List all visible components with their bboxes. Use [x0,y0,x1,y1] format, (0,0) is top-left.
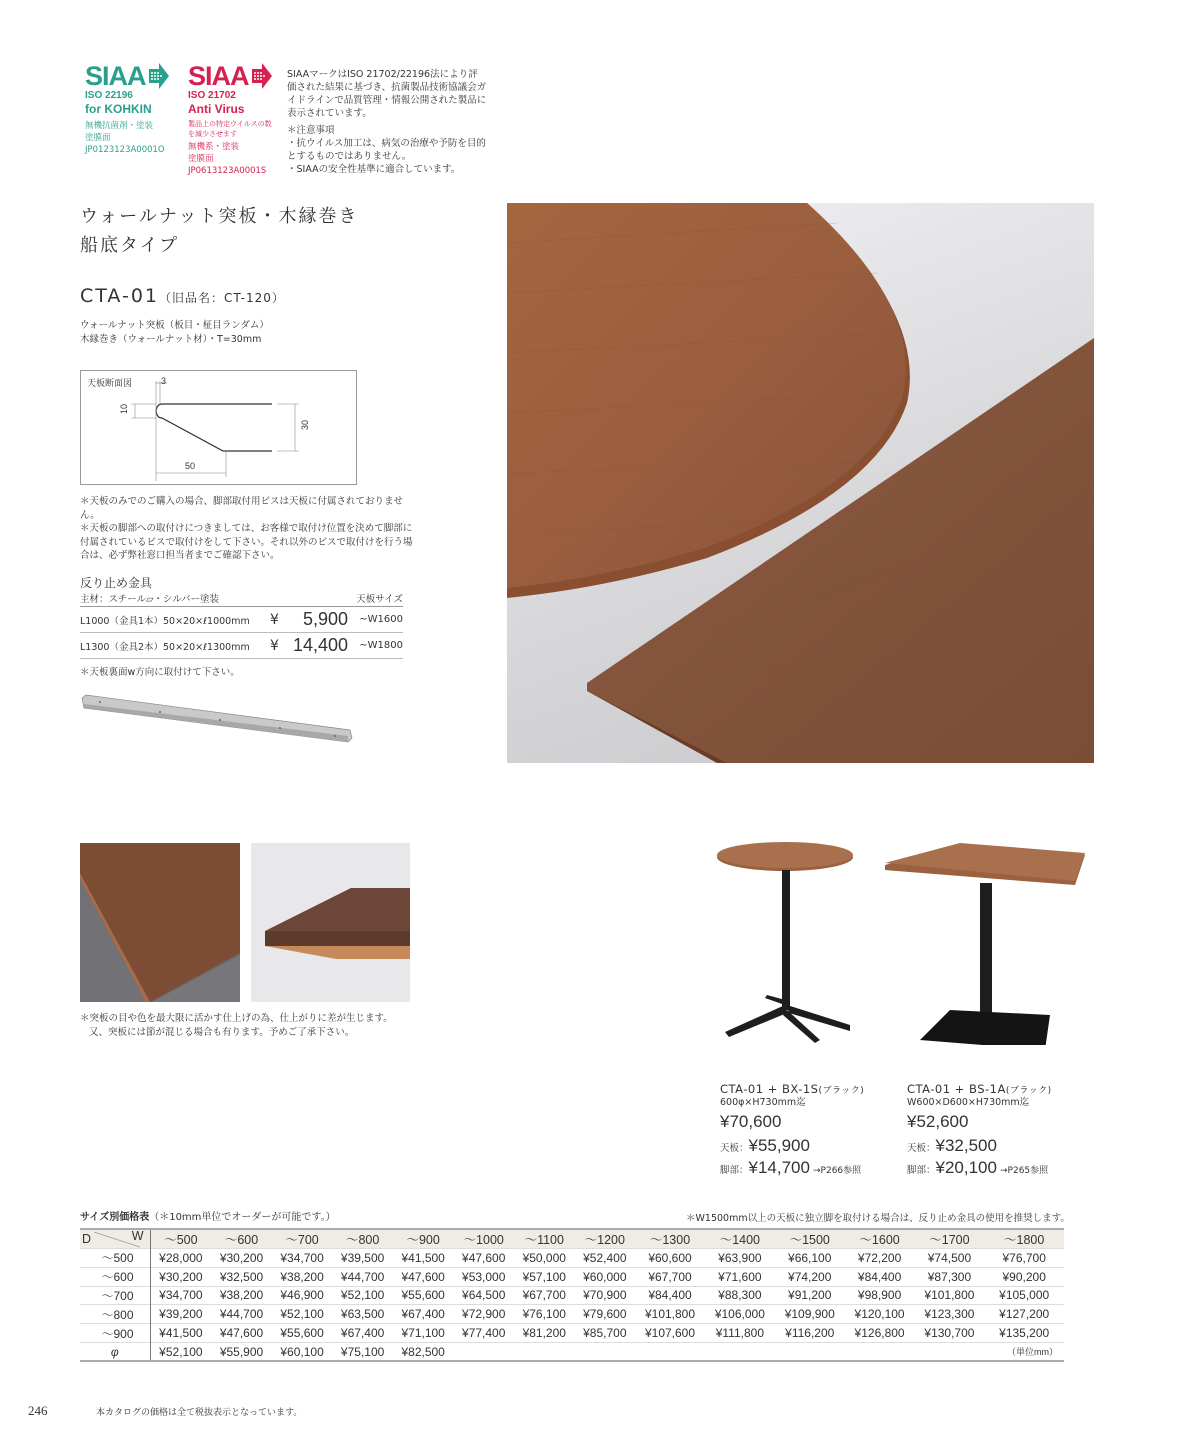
price-cell: ¥50,000 [522,1250,566,1265]
dim-10: 10 [119,403,130,415]
siaa-desc-text: SIAAマークはISO 21702/22196法により評価された結果に基づき、抗菌製品技術協議会ガイドラインで品質管理・情報公開された製品に表示されています。 [287,69,487,119]
price-cell: ¥127,200 [999,1307,1050,1322]
price-cell [845,1342,915,1361]
table-right-note: ＊W1500mm以上の天板に独立脚を取付ける場合は、反り止め金具の使用を推奨します。 [686,1213,1070,1224]
bracket-price: 14,400 [292,635,348,655]
siaa-mark-text: SIAA [188,61,249,91]
table-row [80,1249,1064,1268]
price-cell: ¥57,100 [522,1269,566,1284]
corner-d: D [82,1232,92,1246]
siaa-line: 無機系・塗装 [188,142,240,152]
diagram-label: 天板断面図 [87,379,133,389]
siaa-iso: ISO 21702 [188,90,236,101]
price-cell: ¥55,900 [219,1344,264,1359]
bracket-price: 5,900 [302,609,348,629]
set-color: (ブラック) [818,1086,865,1096]
leg-label: 脚部： [907,1165,936,1176]
page-number: 246 [28,1403,48,1418]
price-cell: ¥84,400 [857,1269,902,1284]
unit-label: （単位mm） [1007,1347,1058,1358]
price-cell: ¥66,100 [788,1250,832,1265]
column-header: ～1000 [463,1233,504,1247]
price-cell [635,1342,705,1361]
note-item: ＊突板の目や色を最大限に活かす仕上げの為、仕上がりに差が生じます。 [80,1013,393,1024]
top-label: 天板： [907,1143,936,1154]
siaa-reg-number: JP0613123A0001S [188,166,267,176]
price-cell: ¥76,700 [1002,1250,1046,1265]
price-cell: ¥75,100 [340,1344,385,1359]
siaa-line: 塗膜面 [188,154,214,164]
price-cell: ¥67,700 [522,1288,566,1303]
material-spec [80,319,269,347]
column-header: ～600 [224,1233,259,1247]
row-header: ～900 [80,1324,150,1343]
page-reference: →P265参照 [1000,1166,1049,1176]
set-dimensions: W600×D600×H730mm迄 [907,1097,1030,1108]
table-header-row [80,1229,1064,1249]
siaa-line: 無機抗菌剤・塗装 [85,121,154,131]
cross-section-diagram [80,370,357,485]
price-cell: ¥55,600 [401,1288,445,1303]
table-title-note: （＊10mm単位でオーダーが可能です。） [149,1212,336,1223]
price-cell [453,1342,514,1361]
price-cell: ¥70,900 [583,1288,627,1303]
column-header: ～700 [285,1233,319,1247]
top-price: ¥32,500 [935,1136,997,1155]
page-reference: →P266参照 [813,1166,862,1176]
price-cell: ¥107,600 [644,1326,696,1341]
price-cell: ¥47,600 [219,1326,264,1341]
square-table-bs1a-image [880,835,1090,1045]
price-cell: ¥77,400 [462,1326,506,1341]
price-cell: ¥60,100 [280,1344,324,1359]
column-header: ～1300 [649,1233,691,1247]
leg-price: ¥20,100 [935,1158,997,1177]
price-cell: ¥105,000 [999,1288,1050,1303]
siaa-line: 塗膜面 [85,133,111,143]
column-header: ～1600 [859,1233,900,1247]
corner-w: W [131,1229,144,1243]
model-number [80,285,285,307]
price-cell: ¥123,300 [924,1307,975,1322]
price-cell: ¥63,500 [340,1307,385,1322]
price-cell: ¥55,600 [280,1326,324,1341]
siaa-reg-number: JP0123123A0001O [85,145,165,155]
siaa-arrow-icon [250,63,272,89]
price-cell: ¥47,600 [401,1269,445,1284]
price-cell: ¥101,800 [924,1288,975,1303]
price-cell: ¥81,200 [522,1326,566,1341]
price-cell: ¥71,600 [718,1269,762,1284]
material-line: ウォールナット突板（板目・柾目ランダム） [80,320,269,331]
bracket-row [80,607,403,633]
price-cell: ¥52,100 [159,1344,203,1359]
price-cell: ¥85,700 [583,1326,627,1341]
set-total-price: ¥52,600 [907,1112,969,1131]
set-name: CTA-01 + BS-1A [907,1082,1006,1096]
price-cell: ¥64,500 [462,1288,506,1303]
siaa-description [287,68,487,176]
row-header: φ [80,1342,150,1361]
column-header: ～500 [164,1233,198,1247]
price-cell: ¥74,500 [927,1250,972,1265]
price-cell: ¥32,500 [219,1269,264,1284]
veneer-notes [80,1012,425,1039]
price-cell: ¥28,000 [159,1250,203,1265]
siaa-mark-text: SIAA [85,61,146,91]
table-row [80,1324,1064,1343]
price-cell: ¥82,500 [401,1344,445,1359]
round-table-bx1s-image [705,835,855,1045]
siaa-antibacterial-logo [85,62,185,156]
price-cell [575,1342,636,1361]
bracket-spec: L1000（金具1本）50×20×ℓ1000mm [80,615,250,627]
price-cell: ¥67,700 [648,1269,692,1284]
price-cell: ¥111,800 [715,1326,764,1341]
price-cell: ¥38,200 [219,1288,264,1303]
price-cell: ¥120,100 [854,1307,905,1322]
price-cell: ¥74,200 [788,1269,832,1284]
bracket-image [80,690,360,750]
table-row [80,1286,1064,1305]
price-cell [705,1342,775,1361]
price-cell: ¥52,400 [583,1250,627,1265]
price-cell: ¥98,900 [857,1288,902,1303]
bracket-spec: L1300（金具2本）50×20×ℓ1300mm [80,641,250,653]
top-label: 天板： [720,1143,749,1154]
price-cell: ¥84,400 [648,1288,692,1303]
price-cell: ¥72,200 [857,1250,902,1265]
table-row [80,1342,1064,1361]
set-bx1s [720,1082,900,1181]
column-header: ～1700 [929,1233,970,1247]
price-cell: ¥116,200 [785,1326,835,1341]
old-model-name: （旧品名：CT-120） [159,291,285,305]
title-line: ウォールナット突板・木縁巻き [80,206,359,227]
price-cell: ¥41,500 [401,1250,445,1265]
note-item: ＊天板の脚部への取付けにつきましては、お客様で取付け位置を決めて脚部に付属されているビスで取付けをして下さい。それ以外のビスで取付けを行う場合は、必ず弊社窓口担当者までご確認下さい。 [80,523,413,561]
price-cell: ¥34,700 [280,1250,324,1265]
yen-sign: ¥ [270,637,279,654]
price-cell: ¥30,200 [159,1269,203,1284]
set-bs1a [907,1082,1087,1181]
siaa-arrow-icon [147,63,169,89]
price-cell: ¥126,800 [854,1326,905,1341]
price-cell [915,1342,985,1361]
bracket-row [80,633,403,659]
siaa-desc: 製品上の特定ウイルスの数を減少させます [188,120,272,138]
price-cell: ¥71,100 [401,1326,445,1341]
siaa-antivirus-logo [188,62,288,177]
material-line: 木縁巻き（ウォールナット材）・T=30mm [80,334,262,345]
note-item: ＊天板のみでのご購入の場合、脚部取付用ビスは天板に付属されておりません。 [80,496,404,521]
price-cell: ¥41,500 [159,1326,203,1341]
siaa-iso: ISO 22196 [85,90,133,101]
price-table-title [80,1208,336,1223]
price-cell: ¥88,300 [718,1288,762,1303]
dim-50: 50 [185,461,196,471]
price-cell: ¥46,900 [280,1288,324,1303]
caution-item: ・抗ウイルス加工は、病気の治療や予防を目的とするものではありません。 [287,138,486,162]
price-cell: ¥90,200 [1002,1269,1046,1284]
hero-tabletop-photo [507,203,1094,763]
price-cell: ¥52,100 [340,1288,385,1303]
footer-note: 本カタログの価格は全て税抜表示となっています。 [96,1408,303,1418]
price-cell: ¥135,200 [999,1326,1050,1341]
price-cell: ¥67,400 [401,1307,445,1322]
set-name: CTA-01 + BX-1S [720,1082,819,1096]
price-cell: ¥60,600 [648,1250,692,1265]
price-cell: ¥44,700 [219,1307,264,1322]
row-header: ～500 [80,1249,150,1268]
caution-item: ・SIAAの安全性基準に適合しています。 [287,164,461,175]
price-cell: ¥87,300 [927,1269,972,1284]
price-cell: ¥109,900 [784,1307,835,1322]
price-cell [514,1342,575,1361]
bracket-table [80,591,403,659]
price-cell: ¥47,600 [462,1250,506,1265]
product-title [80,202,359,260]
set-dimensions: 600φ×H730mm迄 [720,1097,806,1108]
row-header: ～600 [80,1267,150,1286]
bracket-size-header: 天板サイズ [356,594,403,605]
price-cell: ¥39,200 [159,1307,203,1322]
siaa-sub: Anti Virus [188,102,245,116]
set-total-price: ¥70,600 [720,1112,782,1131]
price-cell: ¥38,200 [280,1269,324,1284]
set-color: (ブラック) [1005,1086,1052,1096]
price-cell: ¥63,900 [718,1250,762,1265]
table-row [80,1267,1064,1286]
price-cell: ¥52,100 [280,1307,324,1322]
price-cell: ¥106,000 [714,1307,765,1322]
top-price: ¥55,900 [748,1136,810,1155]
cross-section-drawing [81,371,358,486]
edge-detail-photo-2 [251,843,410,1002]
price-cell: ¥101,800 [644,1307,696,1322]
leg-label: 脚部： [720,1165,749,1176]
column-header: ～1500 [789,1233,830,1247]
siaa-sub: for KOHKIN [85,102,152,116]
price-cell: ¥130,700 [924,1326,975,1341]
table-title-text: サイズ別価格表 [80,1212,150,1223]
price-cell: ¥72,900 [462,1307,506,1322]
column-header: ～1200 [584,1233,625,1247]
column-header: ～800 [345,1233,380,1247]
caution-title: ＊注意事項 [287,125,335,136]
note-item: 又、突板には節が混じる場合も有ります。予めご了承下さい。 [89,1026,355,1038]
price-cell: ¥34,700 [159,1288,203,1303]
column-header: ～1100 [524,1233,564,1247]
price-cell: ¥67,400 [340,1326,385,1341]
dim-3: 3 [161,376,167,386]
table-row [80,1305,1064,1324]
edge-detail-photo-1 [80,843,240,1002]
corner-cell [80,1229,150,1249]
price-cell: ¥79,600 [583,1307,627,1322]
bracket-material: 主材：スチール▱・シルバー塗装 [80,594,220,605]
price-cell: ¥53,000 [462,1269,506,1284]
column-header: ～900 [406,1233,440,1247]
column-header: ～1400 [719,1233,761,1247]
price-cell: ¥44,700 [340,1269,385,1284]
price-cell: ¥76,100 [522,1307,566,1322]
bracket-size: ~W1800 [359,640,403,651]
title-line: 船底タイプ [80,235,180,256]
price-cell: ¥60,000 [583,1269,627,1284]
bracket-size: ~W1600 [359,614,403,625]
row-header: ～800 [80,1305,150,1324]
bracket-note: ＊天板裏面w方向に取付けて下さい。 [80,667,240,678]
installation-notes [80,495,420,563]
price-cell: ¥30,200 [219,1250,264,1265]
column-header: ～1800 [1004,1233,1045,1247]
leg-price: ¥14,700 [748,1158,810,1177]
yen-sign: ¥ [270,611,279,628]
dim-30: 30 [300,419,311,431]
size-price-table [80,1228,1064,1362]
price-cell: ¥39,500 [340,1250,385,1265]
model-code: CTA-01 [80,285,160,307]
price-cell [775,1342,845,1361]
price-cell: ¥91,200 [788,1288,832,1303]
row-header: ～700 [80,1286,150,1305]
bracket-title: 反り止め金具 [80,576,153,590]
